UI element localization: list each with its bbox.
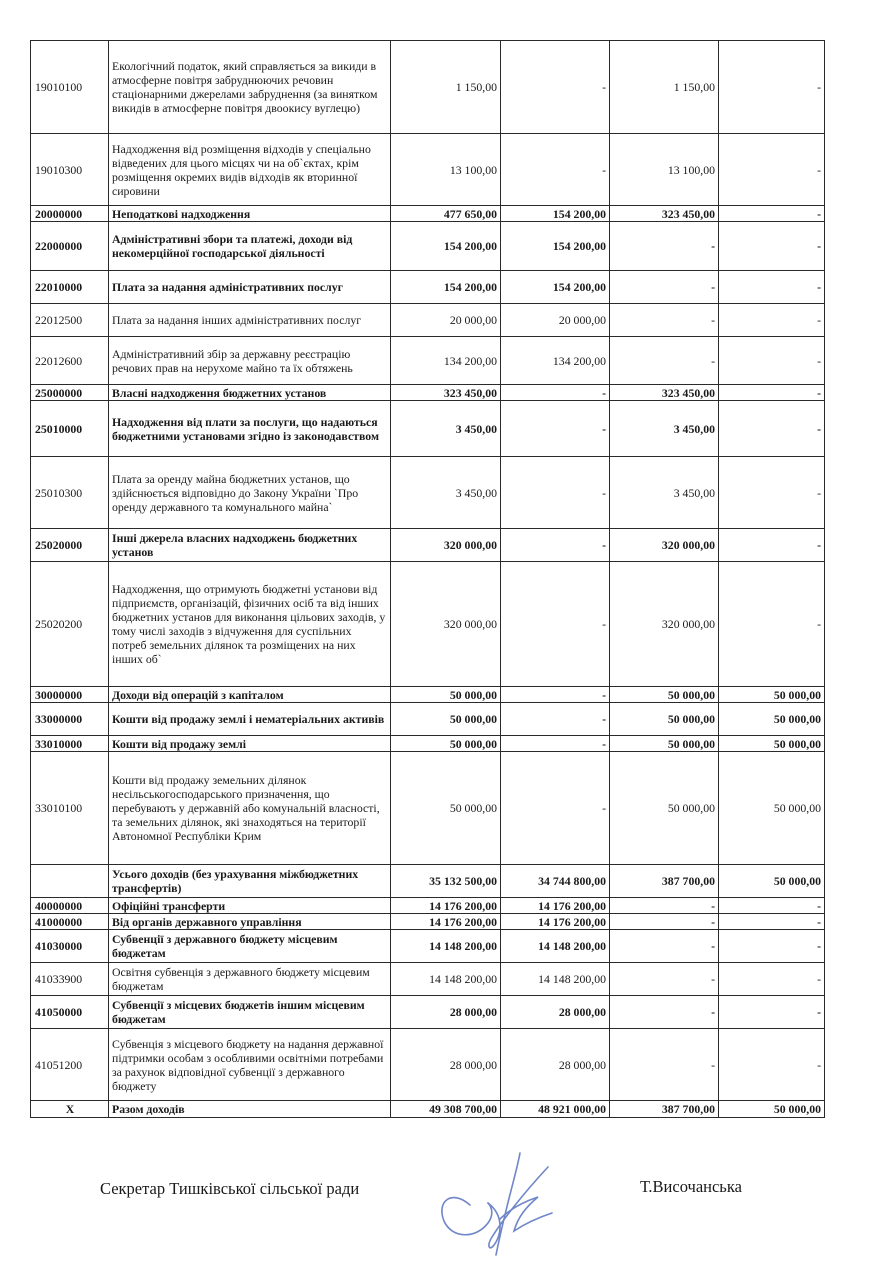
- row-total: 134 200,00: [391, 337, 501, 385]
- row-general-fund: -: [501, 134, 610, 206]
- row-total: 323 450,00: [391, 385, 501, 401]
- row-special-fund: -: [610, 898, 719, 914]
- row-general-fund: 14 176 200,00: [501, 914, 610, 930]
- row-total: 50 000,00: [391, 687, 501, 703]
- table-row: [31, 304, 825, 337]
- row-general-fund: -: [501, 529, 610, 562]
- row-general-fund: 20 000,00: [501, 304, 610, 337]
- row-total: 28 000,00: [391, 996, 501, 1029]
- row-code: 19010300: [31, 134, 109, 206]
- row-general-fund: -: [501, 385, 610, 401]
- row-special-fund: 323 450,00: [610, 385, 719, 401]
- table-row: [31, 736, 825, 752]
- row-total: 14 148 200,00: [391, 963, 501, 996]
- row-name: Адміністративний збір за державну реєстрацію речових прав на нерухоме майно та їх обтяжень: [109, 337, 391, 385]
- row-general-fund: -: [501, 562, 610, 687]
- row-code: 40000000: [31, 898, 109, 914]
- table-row: [31, 206, 825, 222]
- row-general-fund: -: [501, 736, 610, 752]
- row-name: Плата за надання інших адміністративних послуг: [109, 304, 391, 337]
- row-code: 41051200: [31, 1029, 109, 1101]
- row-name: Екологічний податок, який справляється за викиди в атмосферне повітря забруднюючих речовин стаціонарними джерелами забруднення (за винятком викидів в атмосферне повітря двоокису вуглецю): [109, 41, 391, 134]
- row-special-fund: -: [610, 304, 719, 337]
- row-general-fund: -: [501, 457, 610, 529]
- row-special-fund: -: [610, 963, 719, 996]
- row-total: 20 000,00: [391, 304, 501, 337]
- row-general-fund: 28 000,00: [501, 996, 610, 1029]
- row-code: 22000000: [31, 222, 109, 271]
- row-general-fund: -: [501, 687, 610, 703]
- row-development-budget: -: [719, 963, 825, 996]
- row-name: Доходи від операцій з капіталом: [109, 687, 391, 703]
- row-special-fund: 1 150,00: [610, 41, 719, 134]
- row-name: Надходження, що отримують бюджетні установи від підприємств, організацій, фізичних осіб та від інших бюджетних установ для виконання цільових заходів, у тому числі заходів з відчуження для суспільних потреб земельних ділянок та розміщених на них інших об`: [109, 562, 391, 687]
- row-general-fund: 134 200,00: [501, 337, 610, 385]
- row-code: 33010000: [31, 736, 109, 752]
- budget-income-table: [30, 40, 825, 1118]
- row-code: 25010000: [31, 401, 109, 457]
- row-development-budget: -: [719, 134, 825, 206]
- row-code: 25010300: [31, 457, 109, 529]
- table-row: [31, 529, 825, 562]
- row-development-budget: -: [719, 457, 825, 529]
- row-general-fund: 154 200,00: [501, 271, 610, 304]
- table-row: [31, 457, 825, 529]
- row-special-fund: 50 000,00: [610, 687, 719, 703]
- table-row: [31, 963, 825, 996]
- table-row: [31, 898, 825, 914]
- row-code: 22012500: [31, 304, 109, 337]
- table-row: [31, 865, 825, 898]
- row-name: Разом доходів: [109, 1101, 391, 1118]
- row-special-fund: 323 450,00: [610, 206, 719, 222]
- row-name: Власні надходження бюджетних установ: [109, 385, 391, 401]
- row-development-budget: 50 000,00: [719, 752, 825, 865]
- row-name: Субвенція з місцевого бюджету на надання державної підтримки особам з особливими освітніми потребами за рахунок відповідної субвенції з державного бюджету: [109, 1029, 391, 1101]
- row-development-budget: -: [719, 337, 825, 385]
- row-special-fund: -: [610, 914, 719, 930]
- row-general-fund: 48 921 000,00: [501, 1101, 610, 1118]
- row-code: 41000000: [31, 914, 109, 930]
- row-special-fund: 50 000,00: [610, 703, 719, 736]
- row-development-budget: -: [719, 996, 825, 1029]
- row-special-fund: 387 700,00: [610, 1101, 719, 1118]
- table-row: [31, 914, 825, 930]
- row-general-fund: -: [501, 703, 610, 736]
- table-row: [31, 134, 825, 206]
- row-total: 154 200,00: [391, 271, 501, 304]
- secretary-name: Т.Височанська: [640, 1177, 742, 1196]
- table-row: [31, 222, 825, 271]
- row-code: 19010100: [31, 41, 109, 134]
- row-name: Субвенції з місцевих бюджетів іншим місцевим бюджетам: [109, 996, 391, 1029]
- row-special-fund: -: [610, 996, 719, 1029]
- row-total: 50 000,00: [391, 736, 501, 752]
- row-total: 320 000,00: [391, 529, 501, 562]
- row-code: 30000000: [31, 687, 109, 703]
- row-development-budget: 50 000,00: [719, 736, 825, 752]
- row-total: 1 150,00: [391, 41, 501, 134]
- row-development-budget: 50 000,00: [719, 703, 825, 736]
- row-name: Офіційні трансферти: [109, 898, 391, 914]
- table-row: [31, 271, 825, 304]
- row-total: 28 000,00: [391, 1029, 501, 1101]
- row-name: Кошти від продажу земельних ділянок несільськогосподарського призначення, що перебувають у державній або комунальній власності, та земельних ділянок, які знаходяться на території Автономної Республіки Крим: [109, 752, 391, 865]
- secretary-title: Секретар Тишківської сільської ради: [100, 1179, 360, 1198]
- table-row: [31, 930, 825, 963]
- row-development-budget: -: [719, 914, 825, 930]
- row-special-fund: -: [610, 222, 719, 271]
- row-development-budget: 50 000,00: [719, 687, 825, 703]
- row-code: 41050000: [31, 996, 109, 1029]
- table-row: [31, 752, 825, 865]
- row-general-fund: 28 000,00: [501, 1029, 610, 1101]
- row-general-fund: 154 200,00: [501, 206, 610, 222]
- row-total: 13 100,00: [391, 134, 501, 206]
- table-row: [31, 687, 825, 703]
- table-row: [31, 385, 825, 401]
- signature-image: [430, 1135, 570, 1260]
- row-development-budget: 50 000,00: [719, 865, 825, 898]
- row-development-budget: -: [719, 41, 825, 134]
- row-development-budget: -: [719, 401, 825, 457]
- row-special-fund: 3 450,00: [610, 457, 719, 529]
- row-code: 41030000: [31, 930, 109, 963]
- row-name: Плата за оренду майна бюджетних установ, що здійснюється відповідно до Закону України `Про оренду державного та комунального майна`: [109, 457, 391, 529]
- row-name: Інші джерела власних надходжень бюджетних установ: [109, 529, 391, 562]
- row-development-budget: -: [719, 562, 825, 687]
- row-code: 25000000: [31, 385, 109, 401]
- row-general-fund: -: [501, 41, 610, 134]
- table-row: [31, 337, 825, 385]
- table-row: [31, 1029, 825, 1101]
- row-total: 3 450,00: [391, 401, 501, 457]
- row-name: Надходження від розміщення відходів у спеціально відведених для цього місцях чи на об`єктах, крім розміщення окремих видів відходів як вторинної сировини: [109, 134, 391, 206]
- row-special-fund: -: [610, 930, 719, 963]
- row-development-budget: -: [719, 222, 825, 271]
- row-name: Кошти від продажу землі і нематеріальних активів: [109, 703, 391, 736]
- row-special-fund: 3 450,00: [610, 401, 719, 457]
- table-row: [31, 562, 825, 687]
- row-special-fund: 320 000,00: [610, 529, 719, 562]
- row-total: 14 148 200,00: [391, 930, 501, 963]
- table-row: [31, 401, 825, 457]
- row-code: 25020200: [31, 562, 109, 687]
- row-development-budget: -: [719, 529, 825, 562]
- row-code: 33010100: [31, 752, 109, 865]
- row-special-fund: -: [610, 337, 719, 385]
- row-special-fund: 50 000,00: [610, 736, 719, 752]
- row-development-budget: 50 000,00: [719, 1101, 825, 1118]
- row-code: 41033900: [31, 963, 109, 996]
- table-row: [31, 996, 825, 1029]
- row-development-budget: -: [719, 271, 825, 304]
- row-name: Від органів державного управління: [109, 914, 391, 930]
- row-special-fund: -: [610, 271, 719, 304]
- row-special-fund: 387 700,00: [610, 865, 719, 898]
- row-name: Неподаткові надходження: [109, 206, 391, 222]
- table-row: [31, 703, 825, 736]
- row-total: 49 308 700,00: [391, 1101, 501, 1118]
- table-row: [31, 1101, 825, 1118]
- row-name: Адміністративні збори та платежі, доходи від некомерційної господарської діяльності: [109, 222, 391, 271]
- row-code: [31, 865, 109, 898]
- row-development-budget: -: [719, 930, 825, 963]
- row-code: 22010000: [31, 271, 109, 304]
- row-development-budget: -: [719, 206, 825, 222]
- row-special-fund: 13 100,00: [610, 134, 719, 206]
- row-name: Надходження від плати за послуги, що надаються бюджетними установами згідно із законодавством: [109, 401, 391, 457]
- row-general-fund: 34 744 800,00: [501, 865, 610, 898]
- row-code: 20000000: [31, 206, 109, 222]
- row-code: X: [31, 1101, 109, 1118]
- row-general-fund: 154 200,00: [501, 222, 610, 271]
- row-general-fund: 14 176 200,00: [501, 898, 610, 914]
- row-special-fund: 320 000,00: [610, 562, 719, 687]
- row-name: Плата за надання адміністративних послуг: [109, 271, 391, 304]
- row-development-budget: -: [719, 898, 825, 914]
- row-special-fund: 50 000,00: [610, 752, 719, 865]
- row-name: Усього доходів (без урахування міжбюджетних трансфертів): [109, 865, 391, 898]
- row-total: 50 000,00: [391, 752, 501, 865]
- row-general-fund: -: [501, 401, 610, 457]
- row-total: 14 176 200,00: [391, 898, 501, 914]
- row-name: Субвенції з державного бюджету місцевим бюджетам: [109, 930, 391, 963]
- row-general-fund: 14 148 200,00: [501, 930, 610, 963]
- row-total: 154 200,00: [391, 222, 501, 271]
- row-total: 320 000,00: [391, 562, 501, 687]
- row-total: 35 132 500,00: [391, 865, 501, 898]
- row-general-fund: -: [501, 752, 610, 865]
- row-development-budget: -: [719, 385, 825, 401]
- row-total: 3 450,00: [391, 457, 501, 529]
- table-row: [31, 41, 825, 134]
- row-general-fund: 14 148 200,00: [501, 963, 610, 996]
- row-total: 50 000,00: [391, 703, 501, 736]
- row-code: 22012600: [31, 337, 109, 385]
- row-total: 477 650,00: [391, 206, 501, 222]
- row-code: 33000000: [31, 703, 109, 736]
- table-body: [31, 41, 825, 1118]
- row-development-budget: -: [719, 304, 825, 337]
- row-name: Кошти від продажу землі: [109, 736, 391, 752]
- row-name: Освітня субвенція з державного бюджету місцевим бюджетам: [109, 963, 391, 996]
- row-special-fund: -: [610, 1029, 719, 1101]
- row-total: 14 176 200,00: [391, 914, 501, 930]
- row-code: 25020000: [31, 529, 109, 562]
- row-development-budget: -: [719, 1029, 825, 1101]
